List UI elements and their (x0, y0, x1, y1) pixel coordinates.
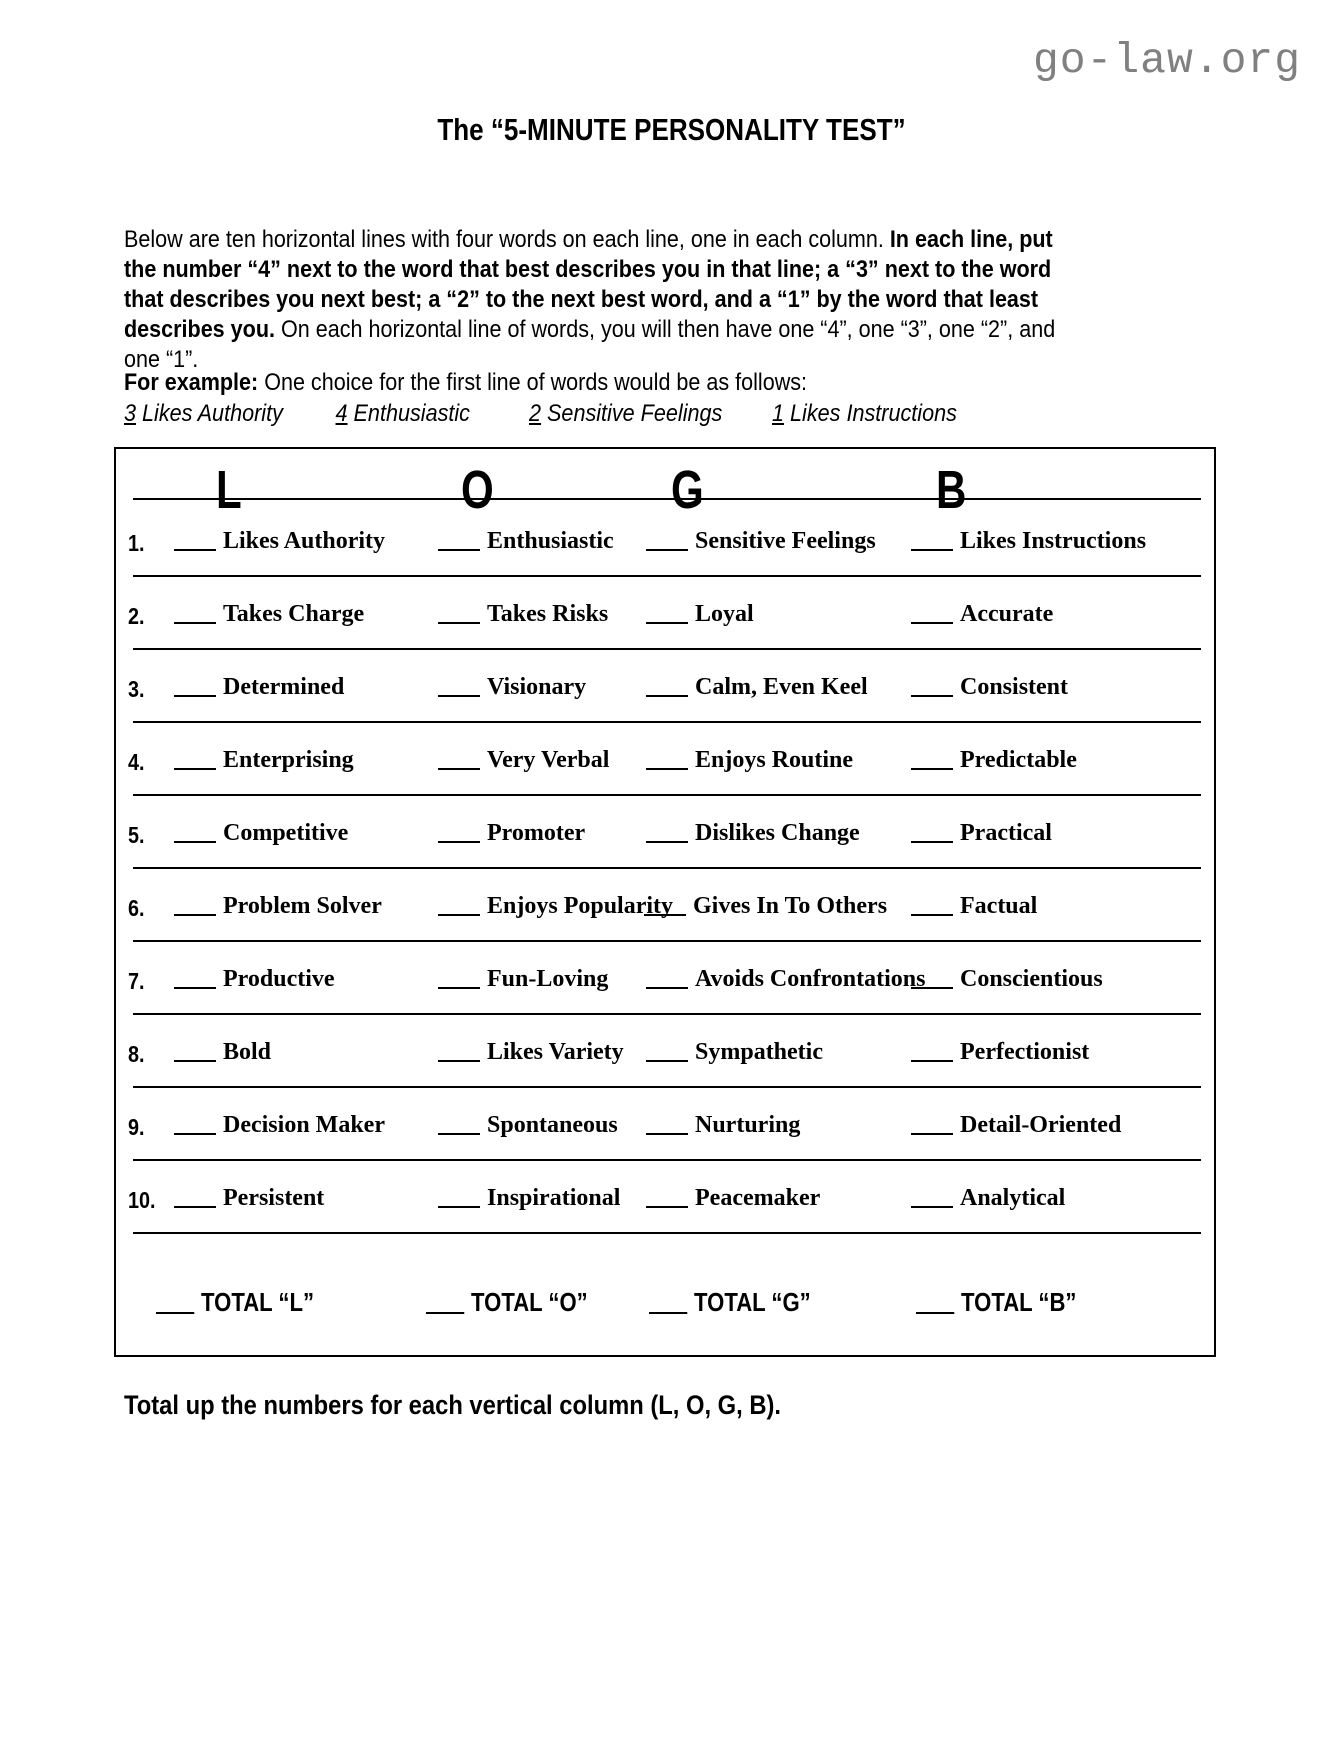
score-blank-g[interactable] (646, 549, 688, 551)
word-b: Analytical (960, 1185, 1066, 1211)
row-cell-l[interactable] (174, 528, 385, 555)
table-row[interactable] (116, 893, 1216, 927)
row-cell-g[interactable] (646, 601, 754, 628)
score-blank-l[interactable] (174, 841, 216, 843)
example-number-o: 4 (335, 400, 348, 427)
word-l: Persistent (223, 1185, 325, 1211)
score-blank-b[interactable] (911, 1206, 953, 1208)
score-blank-g[interactable] (646, 1133, 688, 1135)
score-blank-b[interactable] (911, 549, 953, 551)
word-g: Loyal (695, 601, 754, 627)
row-cell-o[interactable] (438, 747, 609, 774)
word-g: Peacemaker (695, 1185, 821, 1211)
score-blank-l[interactable] (174, 1060, 216, 1062)
word-l: Competitive (223, 820, 349, 846)
table-divider (133, 648, 1201, 650)
row-cell-g[interactable] (646, 966, 925, 993)
word-o: Visionary (487, 674, 587, 700)
column-header-o: O (461, 460, 494, 520)
table-row[interactable] (116, 820, 1216, 854)
score-blank-l[interactable] (174, 914, 216, 916)
score-blank-o[interactable] (438, 622, 480, 624)
row-cell-b[interactable] (911, 1185, 1065, 1212)
score-blank-l[interactable] (174, 768, 216, 770)
row-cell-o[interactable] (438, 674, 586, 701)
score-blank-o[interactable] (438, 914, 480, 916)
score-blank-g[interactable] (646, 987, 688, 989)
score-blank-b[interactable] (911, 914, 953, 916)
word-g: Avoids Confrontations (695, 966, 926, 992)
row-cell-g[interactable] (646, 528, 876, 555)
row-cell-b[interactable] (911, 966, 1103, 993)
word-o: Fun-Loving (487, 966, 609, 992)
score-blank-l[interactable] (174, 622, 216, 624)
score-blank-o[interactable] (438, 549, 480, 551)
row-cell-b[interactable] (911, 893, 1037, 920)
table-row[interactable] (116, 747, 1216, 781)
column-header-l: L (216, 460, 242, 520)
example-number-g: 2 (529, 400, 542, 427)
score-blank-o[interactable] (438, 695, 480, 697)
score-blank-b[interactable] (911, 987, 953, 989)
score-blank-b[interactable] (911, 622, 953, 624)
instructions-part-2-bold: In each line, put the number “4” next to the word that best describes you in that line; a “3” next to the word that describes you next best; a “2” to the next best word, and a “1” by the word that least describes you. (124, 226, 1053, 343)
row-cell-b[interactable] (911, 601, 1053, 628)
word-b: Predictable (960, 747, 1077, 773)
total-cell-l[interactable] (156, 1287, 314, 1318)
table-divider (133, 1013, 1201, 1015)
row-cell-o[interactable] (438, 893, 673, 920)
word-o: Enthusiastic (487, 528, 614, 554)
score-blank-o[interactable] (438, 841, 480, 843)
row-cell-o[interactable] (438, 528, 614, 555)
column-header-g: G (671, 460, 704, 520)
word-g: Enjoys Routine (695, 747, 854, 773)
footer-instruction: Total up the numbers for each vertical column (L, O, G, B). (124, 1390, 782, 1420)
row-cell-o[interactable] (438, 1185, 620, 1212)
example-word-o: Enthusiastic (353, 400, 470, 427)
table-divider (133, 575, 1201, 577)
row-cell-l[interactable] (174, 674, 344, 701)
column-header-row (116, 459, 1216, 529)
word-g: Nurturing (695, 1112, 801, 1138)
table-row[interactable] (116, 1112, 1216, 1146)
word-g: Sensitive Feelings (695, 528, 876, 554)
row-cell-g[interactable] (646, 820, 860, 847)
table-row[interactable] (116, 674, 1216, 708)
row-cell-l[interactable] (174, 966, 335, 993)
table-divider (133, 794, 1201, 796)
score-blank-l[interactable] (174, 987, 216, 989)
table-divider (133, 1086, 1201, 1088)
score-blank-g[interactable] (646, 622, 688, 624)
instructions-part-1: Below are ten horizontal lines with four words on each line, one in each column. (124, 226, 890, 253)
row-cell-g[interactable] (646, 1185, 820, 1212)
word-g: Sympathetic (695, 1039, 823, 1065)
word-g: Gives In To Others (693, 893, 888, 919)
total-blank-l[interactable] (156, 1312, 194, 1314)
row-cell-l[interactable] (174, 893, 382, 920)
word-l: Likes Authority (223, 528, 386, 554)
word-o: Takes Risks (487, 601, 609, 627)
table-divider (133, 940, 1201, 942)
row-number: 3. (128, 676, 145, 702)
row-cell-o[interactable] (438, 1112, 618, 1139)
row-cell-b[interactable] (911, 747, 1077, 774)
column-header-b: B (936, 460, 967, 520)
score-blank-o[interactable] (438, 987, 480, 989)
row-number: 4. (128, 749, 145, 775)
table-row[interactable] (116, 1039, 1216, 1073)
score-blank-b[interactable] (911, 695, 953, 697)
row-cell-l[interactable] (174, 1185, 324, 1212)
row-number: 7. (128, 968, 145, 994)
word-b: Perfectionist (960, 1039, 1090, 1065)
example-answer-row (124, 400, 1105, 430)
word-l: Problem Solver (223, 893, 382, 919)
score-blank-b[interactable] (911, 841, 953, 843)
word-b: Accurate (960, 601, 1054, 627)
table-divider (133, 1232, 1201, 1234)
score-blank-g[interactable] (646, 841, 688, 843)
word-l: Bold (223, 1039, 272, 1065)
example-word-l: Likes Authority (142, 400, 283, 427)
score-blank-l[interactable] (174, 1133, 216, 1135)
score-blank-b[interactable] (911, 768, 953, 770)
row-cell-l[interactable] (174, 747, 354, 774)
total-label-o: TOTAL “O” (471, 1287, 588, 1317)
example-entry-o (336, 400, 470, 428)
total-cell-b[interactable] (916, 1287, 1076, 1318)
score-blank-o[interactable] (438, 1206, 480, 1208)
row-cell-o[interactable] (438, 1039, 624, 1066)
word-b: Factual (960, 893, 1038, 919)
score-blank-o[interactable] (438, 1060, 480, 1062)
total-label-l: TOTAL “L” (201, 1287, 315, 1317)
row-cell-o[interactable] (438, 966, 608, 993)
row-cell-b[interactable] (911, 674, 1068, 701)
word-l: Productive (223, 966, 335, 992)
word-g: Calm, Even Keel (695, 674, 868, 700)
instructions-part-3: On each horizontal line of words, you will then have one “4”, one “3”, one “2”, and one “1”. (124, 316, 1056, 373)
row-number: 10. (128, 1187, 156, 1213)
row-cell-b[interactable] (911, 820, 1052, 847)
row-number: 1. (128, 530, 145, 556)
score-blank-l[interactable] (174, 1206, 216, 1208)
table-row[interactable] (116, 966, 1216, 1000)
total-blank-b[interactable] (916, 1312, 954, 1314)
word-o: Very Verbal (487, 747, 610, 773)
row-cell-b[interactable] (911, 1112, 1121, 1139)
example-label: For example: (124, 369, 259, 396)
word-o: Inspirational (487, 1185, 621, 1211)
row-cell-b[interactable] (911, 1039, 1089, 1066)
table-row[interactable] (116, 1185, 1216, 1219)
example-number-b: 1 (772, 400, 785, 427)
score-blank-l[interactable] (174, 549, 216, 551)
score-blank-l[interactable] (174, 695, 216, 697)
table-row[interactable] (116, 528, 1216, 562)
score-blank-g[interactable] (646, 1206, 688, 1208)
row-cell-l[interactable] (174, 1039, 271, 1066)
score-blank-b[interactable] (911, 1133, 953, 1135)
score-blank-g[interactable] (646, 1060, 688, 1062)
row-cell-l[interactable] (174, 820, 348, 847)
score-blank-g[interactable] (646, 768, 688, 770)
word-b: Likes Instructions (960, 528, 1147, 554)
row-cell-o[interactable] (438, 601, 608, 628)
total-cell-o[interactable] (426, 1287, 588, 1318)
score-blank-o[interactable] (438, 1133, 480, 1135)
word-b: Practical (960, 820, 1052, 846)
word-g: Dislikes Change (695, 820, 860, 846)
row-number: 8. (128, 1041, 145, 1067)
row-cell-l[interactable] (174, 1112, 385, 1139)
example-word-b: Likes Instructions (790, 400, 957, 427)
word-o: Likes Variety (487, 1039, 624, 1065)
score-blank-g[interactable] (644, 914, 686, 916)
table-divider (133, 721, 1201, 723)
row-cell-l[interactable] (174, 601, 364, 628)
total-label-g: TOTAL “G” (694, 1287, 811, 1317)
total-cell-g[interactable] (649, 1287, 811, 1318)
site-watermark: go-law.org (1032, 36, 1301, 85)
page-title: The “5-MINUTE PERSONALITY TEST” (437, 112, 906, 147)
row-cell-g[interactable] (646, 1039, 823, 1066)
word-b: Conscientious (960, 966, 1103, 992)
row-number: 2. (128, 603, 145, 629)
row-cell-o[interactable] (438, 820, 585, 847)
word-l: Takes Charge (223, 601, 365, 627)
example-entry-b (772, 400, 957, 428)
word-l: Enterprising (223, 747, 354, 773)
word-b: Consistent (960, 674, 1069, 700)
table-row[interactable] (116, 601, 1216, 635)
row-cell-b[interactable] (911, 528, 1146, 555)
totals-row[interactable] (116, 1287, 1216, 1323)
table-divider (133, 867, 1201, 869)
score-blank-o[interactable] (438, 768, 480, 770)
score-blank-b[interactable] (911, 1060, 953, 1062)
word-o: Spontaneous (487, 1112, 618, 1138)
instructions-paragraph (124, 225, 1061, 375)
example-word-g: Sensitive Feelings (547, 400, 723, 427)
example-label-rest: One choice for the first line of words would be as follows: (258, 369, 808, 396)
row-number: 9. (128, 1114, 145, 1140)
example-number-l: 3 (124, 400, 137, 427)
scoring-table (114, 447, 1216, 1357)
total-blank-o[interactable] (426, 1312, 464, 1314)
row-cell-g[interactable] (646, 1112, 800, 1139)
example-entry-l (124, 400, 283, 428)
total-blank-g[interactable] (649, 1312, 687, 1314)
example-heading (124, 368, 1061, 398)
example-entry-g (529, 400, 722, 428)
row-number: 5. (128, 822, 145, 848)
row-cell-g[interactable] (646, 674, 868, 701)
row-cell-g[interactable] (644, 893, 887, 920)
score-blank-g[interactable] (646, 695, 688, 697)
table-divider (133, 498, 1201, 500)
table-divider (133, 1159, 1201, 1161)
word-l: Determined (223, 674, 345, 700)
word-b: Detail-Oriented (960, 1112, 1122, 1138)
word-o: Enjoys Popularity (487, 893, 674, 919)
word-o: Promoter (487, 820, 586, 846)
row-number: 6. (128, 895, 145, 921)
total-label-b: TOTAL “B” (961, 1287, 1077, 1317)
row-cell-g[interactable] (646, 747, 853, 774)
word-l: Decision Maker (223, 1112, 385, 1138)
